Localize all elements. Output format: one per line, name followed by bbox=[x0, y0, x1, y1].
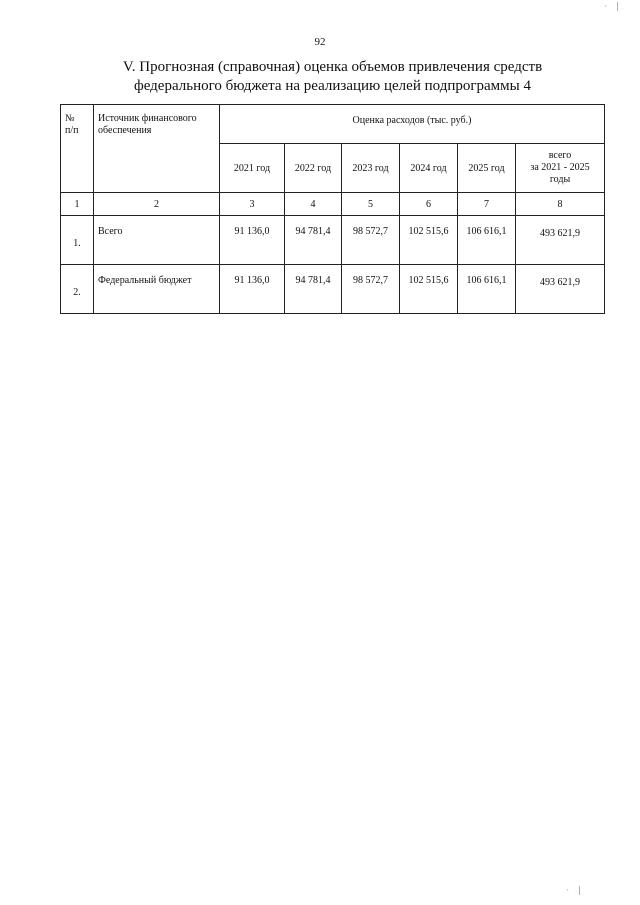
column-index: 3 bbox=[220, 193, 285, 216]
header-total-line-3: годы bbox=[549, 174, 571, 185]
header-num-line-1: № bbox=[65, 113, 75, 124]
row-source: Федеральный бюджет bbox=[94, 265, 220, 314]
header-total-line-1: всего bbox=[548, 150, 572, 161]
row-source: Всего bbox=[94, 216, 220, 265]
row-number: 1. bbox=[61, 216, 94, 265]
header-year-2022: 2022 год bbox=[285, 144, 342, 193]
header-source-line-1: Источник финансового bbox=[98, 113, 197, 124]
column-index: 8 bbox=[516, 193, 605, 216]
section-title-line-2: федерального бюджета на реализацию целей подпрограммы 4 bbox=[134, 78, 531, 94]
header-total-line-2: за 2021 - 2025 bbox=[530, 162, 590, 173]
row-value-2021: 91 136,0 bbox=[220, 216, 285, 265]
row-value-2025: 106 616,1 bbox=[458, 216, 516, 265]
row-total: 493 621,9 bbox=[516, 265, 605, 314]
header-num bbox=[61, 105, 94, 193]
scan-artifact-top: · | bbox=[604, 2, 622, 12]
header-estimate: Оценка расходов (тыс. руб.) bbox=[220, 105, 605, 144]
row-value-2021: 91 136,0 bbox=[220, 265, 285, 314]
column-index: 1 bbox=[61, 193, 94, 216]
header-source-line-2: обеспечения bbox=[98, 125, 152, 136]
row-value-2024: 102 515,6 bbox=[400, 265, 458, 314]
section-title bbox=[60, 58, 605, 96]
row-number: 2. bbox=[61, 265, 94, 314]
row-value-2023: 98 572,7 bbox=[342, 265, 400, 314]
header-year-2025: 2025 год bbox=[458, 144, 516, 193]
scan-artifact-bottom: · | bbox=[566, 886, 584, 896]
table-row bbox=[61, 216, 605, 265]
row-total: 493 621,9 bbox=[516, 216, 605, 265]
row-value-2022: 94 781,4 bbox=[285, 265, 342, 314]
header-row-1 bbox=[61, 105, 605, 144]
header-year-2024: 2024 год bbox=[400, 144, 458, 193]
header-num-line-2: п/п bbox=[65, 125, 79, 136]
table-row bbox=[61, 265, 605, 314]
header-year-2023: 2023 год bbox=[342, 144, 400, 193]
row-value-2025: 106 616,1 bbox=[458, 265, 516, 314]
section-title-line-1: V. Прогнозная (справочная) оценка объемов привлечения средств bbox=[122, 59, 543, 75]
column-index: 4 bbox=[285, 193, 342, 216]
header-total bbox=[516, 144, 605, 193]
budget-table bbox=[60, 104, 605, 314]
column-index: 5 bbox=[342, 193, 400, 216]
column-index-row bbox=[61, 193, 605, 216]
row-value-2023: 98 572,7 bbox=[342, 216, 400, 265]
page-number: 92 bbox=[314, 36, 326, 48]
row-value-2024: 102 515,6 bbox=[400, 216, 458, 265]
row-value-2022: 94 781,4 bbox=[285, 216, 342, 265]
header-year-2021: 2021 год bbox=[220, 144, 285, 193]
header-source bbox=[94, 105, 220, 193]
column-index: 2 bbox=[94, 193, 220, 216]
column-index: 6 bbox=[400, 193, 458, 216]
column-index: 7 bbox=[458, 193, 516, 216]
